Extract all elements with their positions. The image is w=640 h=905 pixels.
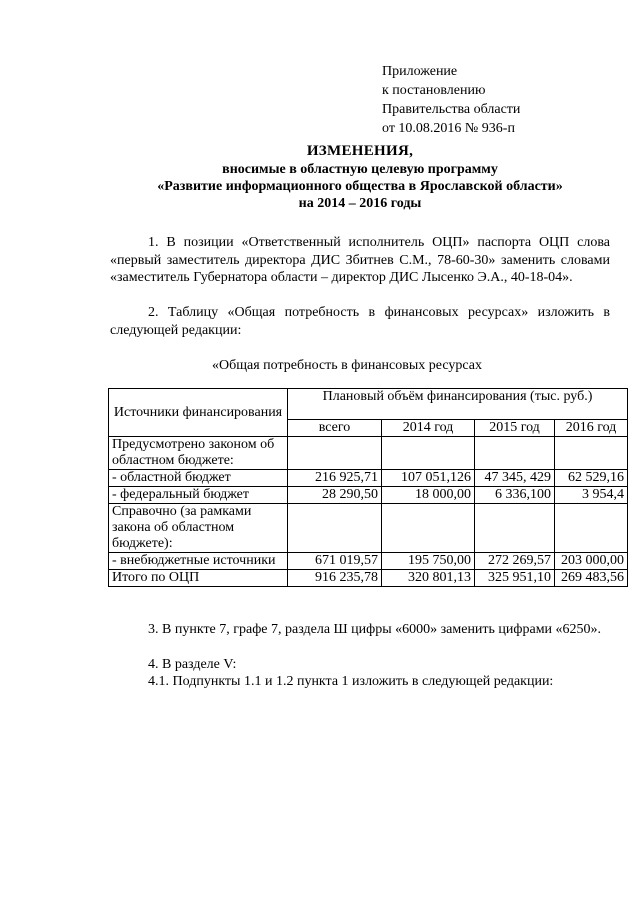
cell-total: 916 235,78 <box>288 570 382 587</box>
header-2016: 2016 год <box>555 420 628 437</box>
cell-2016: 269 483,56 <box>555 570 628 587</box>
paragraph-3-text: 3. В пункте 7, графе 7, раздела Ш цифры «6000» заменить цифрами «6250». <box>148 622 602 637</box>
cell-total: 216 925,71 <box>288 470 382 487</box>
appendix-header <box>382 62 520 138</box>
table-row <box>109 504 628 553</box>
cell-2014 <box>382 437 475 470</box>
row-label: Предусмотрено законом об областном бюджете: <box>109 437 288 470</box>
cell-2016: 62 529,16 <box>555 470 628 487</box>
cell-total: 671 019,57 <box>288 553 382 570</box>
cell-2015: 325 951,10 <box>475 570 555 587</box>
cell-2015: 6 336,100 <box>475 487 555 504</box>
appendix-line-2: к постановлению <box>382 83 486 98</box>
row-label: Справочно (за рамками закона об областном бюджете): <box>109 504 288 553</box>
paragraph-4-text: 4. В разделе V: <box>148 657 237 672</box>
header-total: всего <box>288 420 382 437</box>
table-row <box>109 470 628 487</box>
finance-table <box>108 388 628 587</box>
cell-2015 <box>475 437 555 470</box>
cell-2016: 3 954,4 <box>555 487 628 504</box>
cell-2015 <box>475 504 555 553</box>
title-main: ИЗМЕНЕНИЯ, <box>306 143 414 159</box>
cell-2016 <box>555 437 628 470</box>
paragraph-5-text: 4.1. Подпункты 1.1 и 1.2 пункта 1 изложить в следующей редакции: <box>148 674 554 689</box>
header-2015: 2015 год <box>475 420 555 437</box>
title-line-2: вносимые в областную целевую программу <box>222 162 498 177</box>
cell-2015: 47 345, 429 <box>475 470 555 487</box>
paragraph-1-text: 1. В позиции «Ответственный исполнитель ОЦП» паспорта ОЦП слова «первый заместитель директора ДИС Збитнев С.М., 78-60-30» заменить словами «заместитель Губернатора области – директор ДИС Лысенко Э.А., 40-18-04». <box>110 235 610 285</box>
cell-2015: 272 269,57 <box>475 553 555 570</box>
table-row <box>109 553 628 570</box>
table-row <box>109 570 628 587</box>
row-label: - внебюджетные источники <box>109 553 288 570</box>
cell-2014: 18 000,00 <box>382 487 475 504</box>
table-header-row <box>109 389 628 420</box>
cell-2014: 195 750,00 <box>382 553 475 570</box>
paragraph-2 <box>110 304 610 339</box>
cell-2016: 203 000,00 <box>555 553 628 570</box>
header-2014: 2014 год <box>382 420 475 437</box>
appendix-line-1: Приложение <box>382 64 458 79</box>
row-label: - областной бюджет <box>109 470 288 487</box>
header-source: Источники финансирования <box>109 389 288 437</box>
appendix-line-4: от 10.08.2016 № 936-п <box>382 121 515 136</box>
table-row <box>109 437 628 470</box>
appendix-line-3: Правительства области <box>382 102 521 117</box>
cell-2014: 320 801,13 <box>382 570 475 587</box>
paragraph-5 <box>110 673 610 691</box>
cell-total: 28 290,50 <box>288 487 382 504</box>
row-label: - федеральный бюджет <box>109 487 288 504</box>
cell-2014 <box>382 504 475 553</box>
table-row <box>109 487 628 504</box>
row-label: Итого по ОЦП <box>109 570 288 587</box>
paragraph-1 <box>110 234 610 287</box>
paragraph-4 <box>110 656 610 674</box>
header-volume: Плановый объём финансирования (тыс. руб.) <box>288 389 628 420</box>
cell-total <box>288 504 382 553</box>
cell-total <box>288 437 382 470</box>
table-caption: «Общая потребность в финансовых ресурсах <box>212 358 482 373</box>
document-title <box>60 143 640 212</box>
cell-2016 <box>555 504 628 553</box>
paragraph-3 <box>110 621 610 639</box>
title-line-4: на 2014 – 2016 годы <box>298 196 422 211</box>
title-line-3: «Развитие информационного общества в Ярославской области» <box>157 179 563 194</box>
cell-2014: 107 051,126 <box>382 470 475 487</box>
paragraph-2-text: 2. Таблицу «Общая потребность в финансовых ресурсах» изложить в следующей редакции: <box>110 305 610 338</box>
